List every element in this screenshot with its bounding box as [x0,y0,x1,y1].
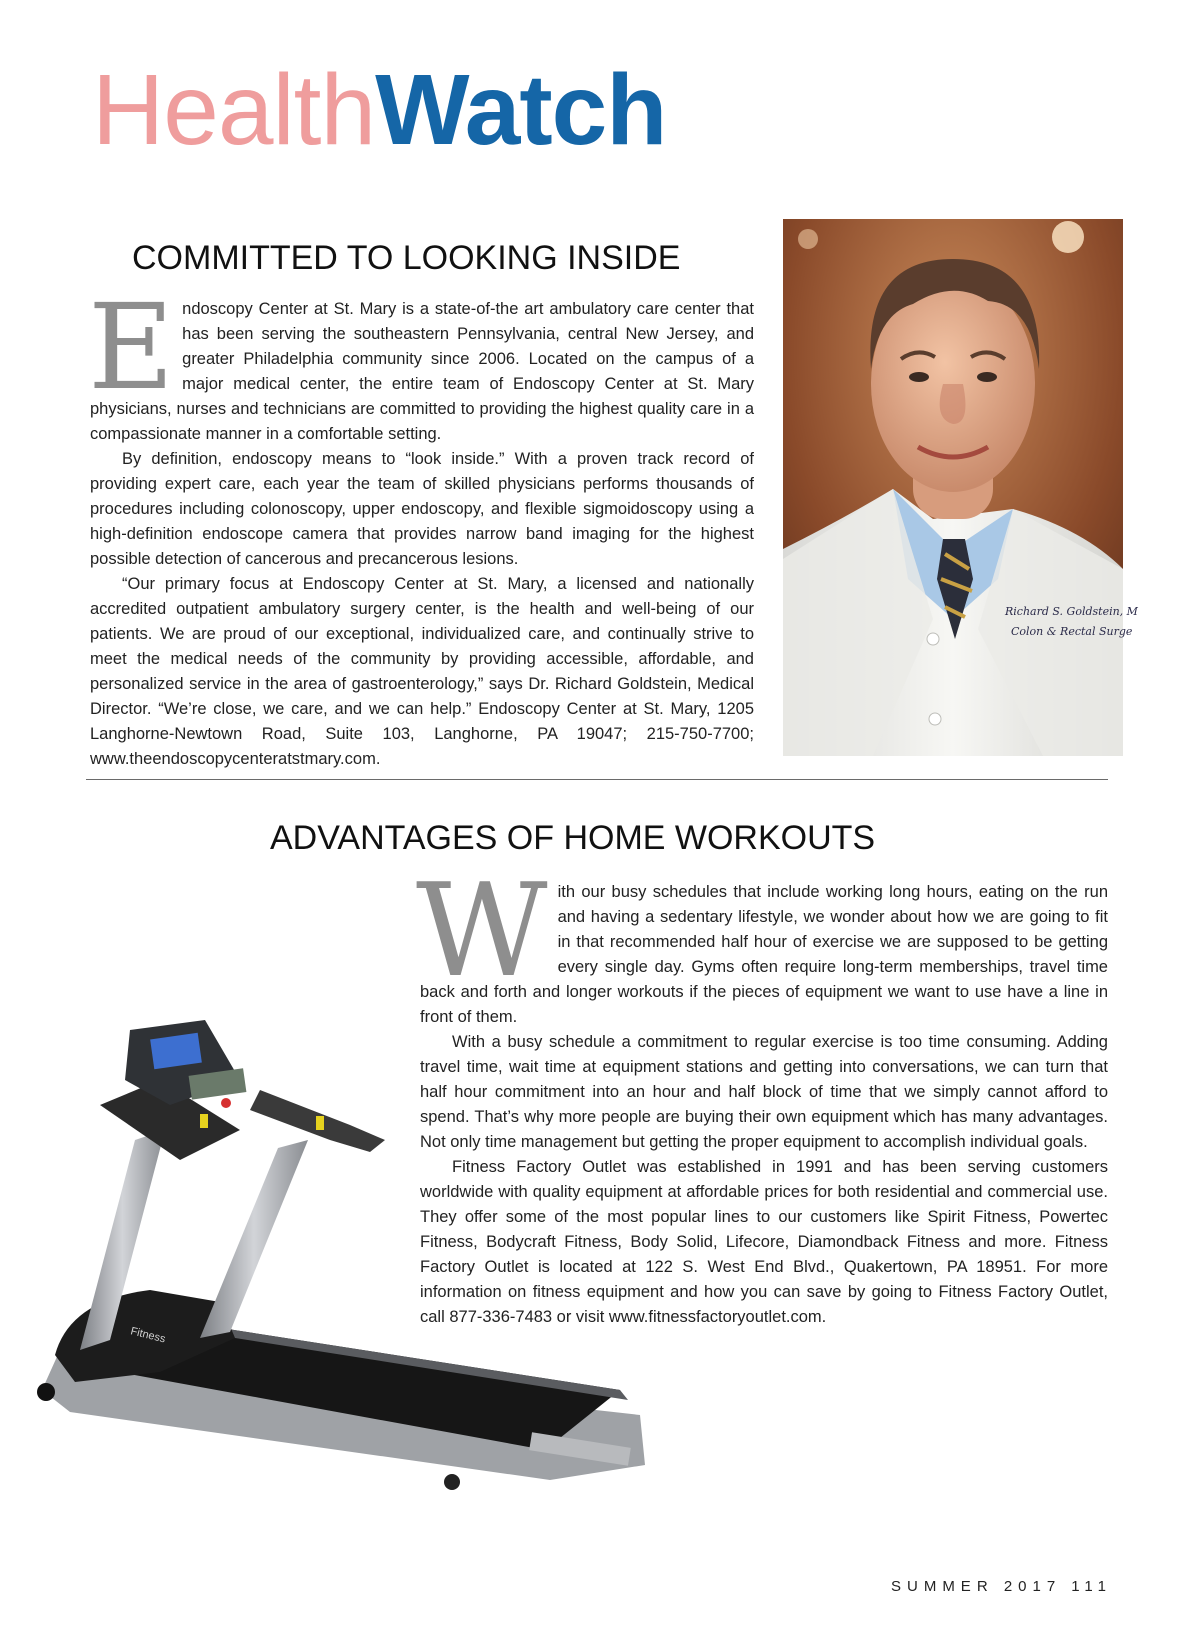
article-body-endoscopy [88,278,754,772]
treadmill-photo [30,1020,670,1540]
doctor-photo [783,219,1138,756]
masthead-logo [92,55,666,165]
drop-cap: W [416,857,548,1006]
drop-cap: E [88,278,175,416]
issue-label: SUMMER 2017 [890,1578,1062,1595]
embroidery-title: Colon & Rectal Surge [1011,625,1133,638]
masthead-health: Health [92,54,376,166]
page-number: 111 [1071,1578,1112,1595]
article-paragraph [416,857,1108,1030]
article-paragraph: By definition, endoscopy means to “look inside.” With a proven track record of providing expert care, each year the team of skilled physicians performs thousands of procedures including colonoscopy, upper endoscopy, and flexible sigmoidoscopy using a high-definition endoscope camera that provides narrow band imaging for the highest possible detection of cancerous and precancerous lesions. [90,450,754,568]
paragraph-text: ith our busy schedules that include working long hours, eating on the run and having a sedentary lifestyle, we wonder about how we are going to fit in that recommended half hour of exercise we are supposed to be getting every single day. Gyms often require long-term memberships, travel time back and forth and longer workouts if the pieces of equipment we want to use have a line in front of them. [420,883,1108,1026]
masthead-watch: Watch [375,54,667,166]
article-paragraph: Fitness Factory Outlet was established in 1991 and has been serving customers worldwide with quality equipment at affordable prices for both residential and commercial use. They offer some of the most popular lines to our customers like Spirit Fitness, Powertec Fitness, Bodycraft Fitness, Body Solid, Lifecore, Diamondback Fitness and more. Fitness Factory Outlet is located at 122 S. West End Blvd., Quakertown, PA 18951. For more information on fitness equipment and how you can save by going to Fitness Factory Outlet, call 877-336-7483 or visit www.fitnessfactoryoutlet.com. [420,1158,1108,1326]
paragraph-text: ndoscopy Center at St. Mary is a state-of-the art ambulatory care center that has been serving the southeastern Pennsylvania, central New Jersey, and greater Philadelphia community since 2006. Located on the campus of a major medical center, the entire team of Endoscopy Center at St. Mary physicians, nurses and technicians are committed to providing the highest quality care in a compassionate manner in a comfortable setting. [90,300,754,443]
article-paragraph: “Our primary focus at Endoscopy Center at St. Mary, a licensed and nationally accredited outpatient ambulatory surgery center, is the health and well-being of our patients. We are proud of our exceptional, individualized care, and continually strive to meet the medical needs of the community by providing accessible, affordable, and personalized service in the area of gastroenterology,” says Dr. Richard Goldstein, Medical Director. “We’re close, we care, and we can help.” Endoscopy Center at St. Mary, 1205 Langhorne-Newtown Road, Suite 103, Langhorne, PA 19047; 215-750-7700; www.theendoscopycenteratstmary.com. [90,575,754,768]
article-title-home-workouts: ADVANTAGES OF HOME WORKOUTS [270,819,876,857]
treadmill-brand-label: Fitness [129,1325,167,1346]
article-paragraph: With a busy schedule a commitment to regular exercise is too time consuming. Adding travel time, wait time at equipment stations and getting into conversations, we can turn that half hour commitment into an hour and half block of time that we simply cannot afford to spend. That’s why more people are buying their own equipment which has many advantages. Not only time management but getting the proper equipment to accomplish individual goals. [420,1033,1108,1151]
section-divider [86,779,1108,780]
article-title-endoscopy: COMMITTED TO LOOKING INSIDE [132,239,681,277]
article-paragraph [88,278,754,447]
page-footer [891,1578,1112,1595]
embroidery-name: Richard S. Goldstein, M [1005,605,1138,618]
